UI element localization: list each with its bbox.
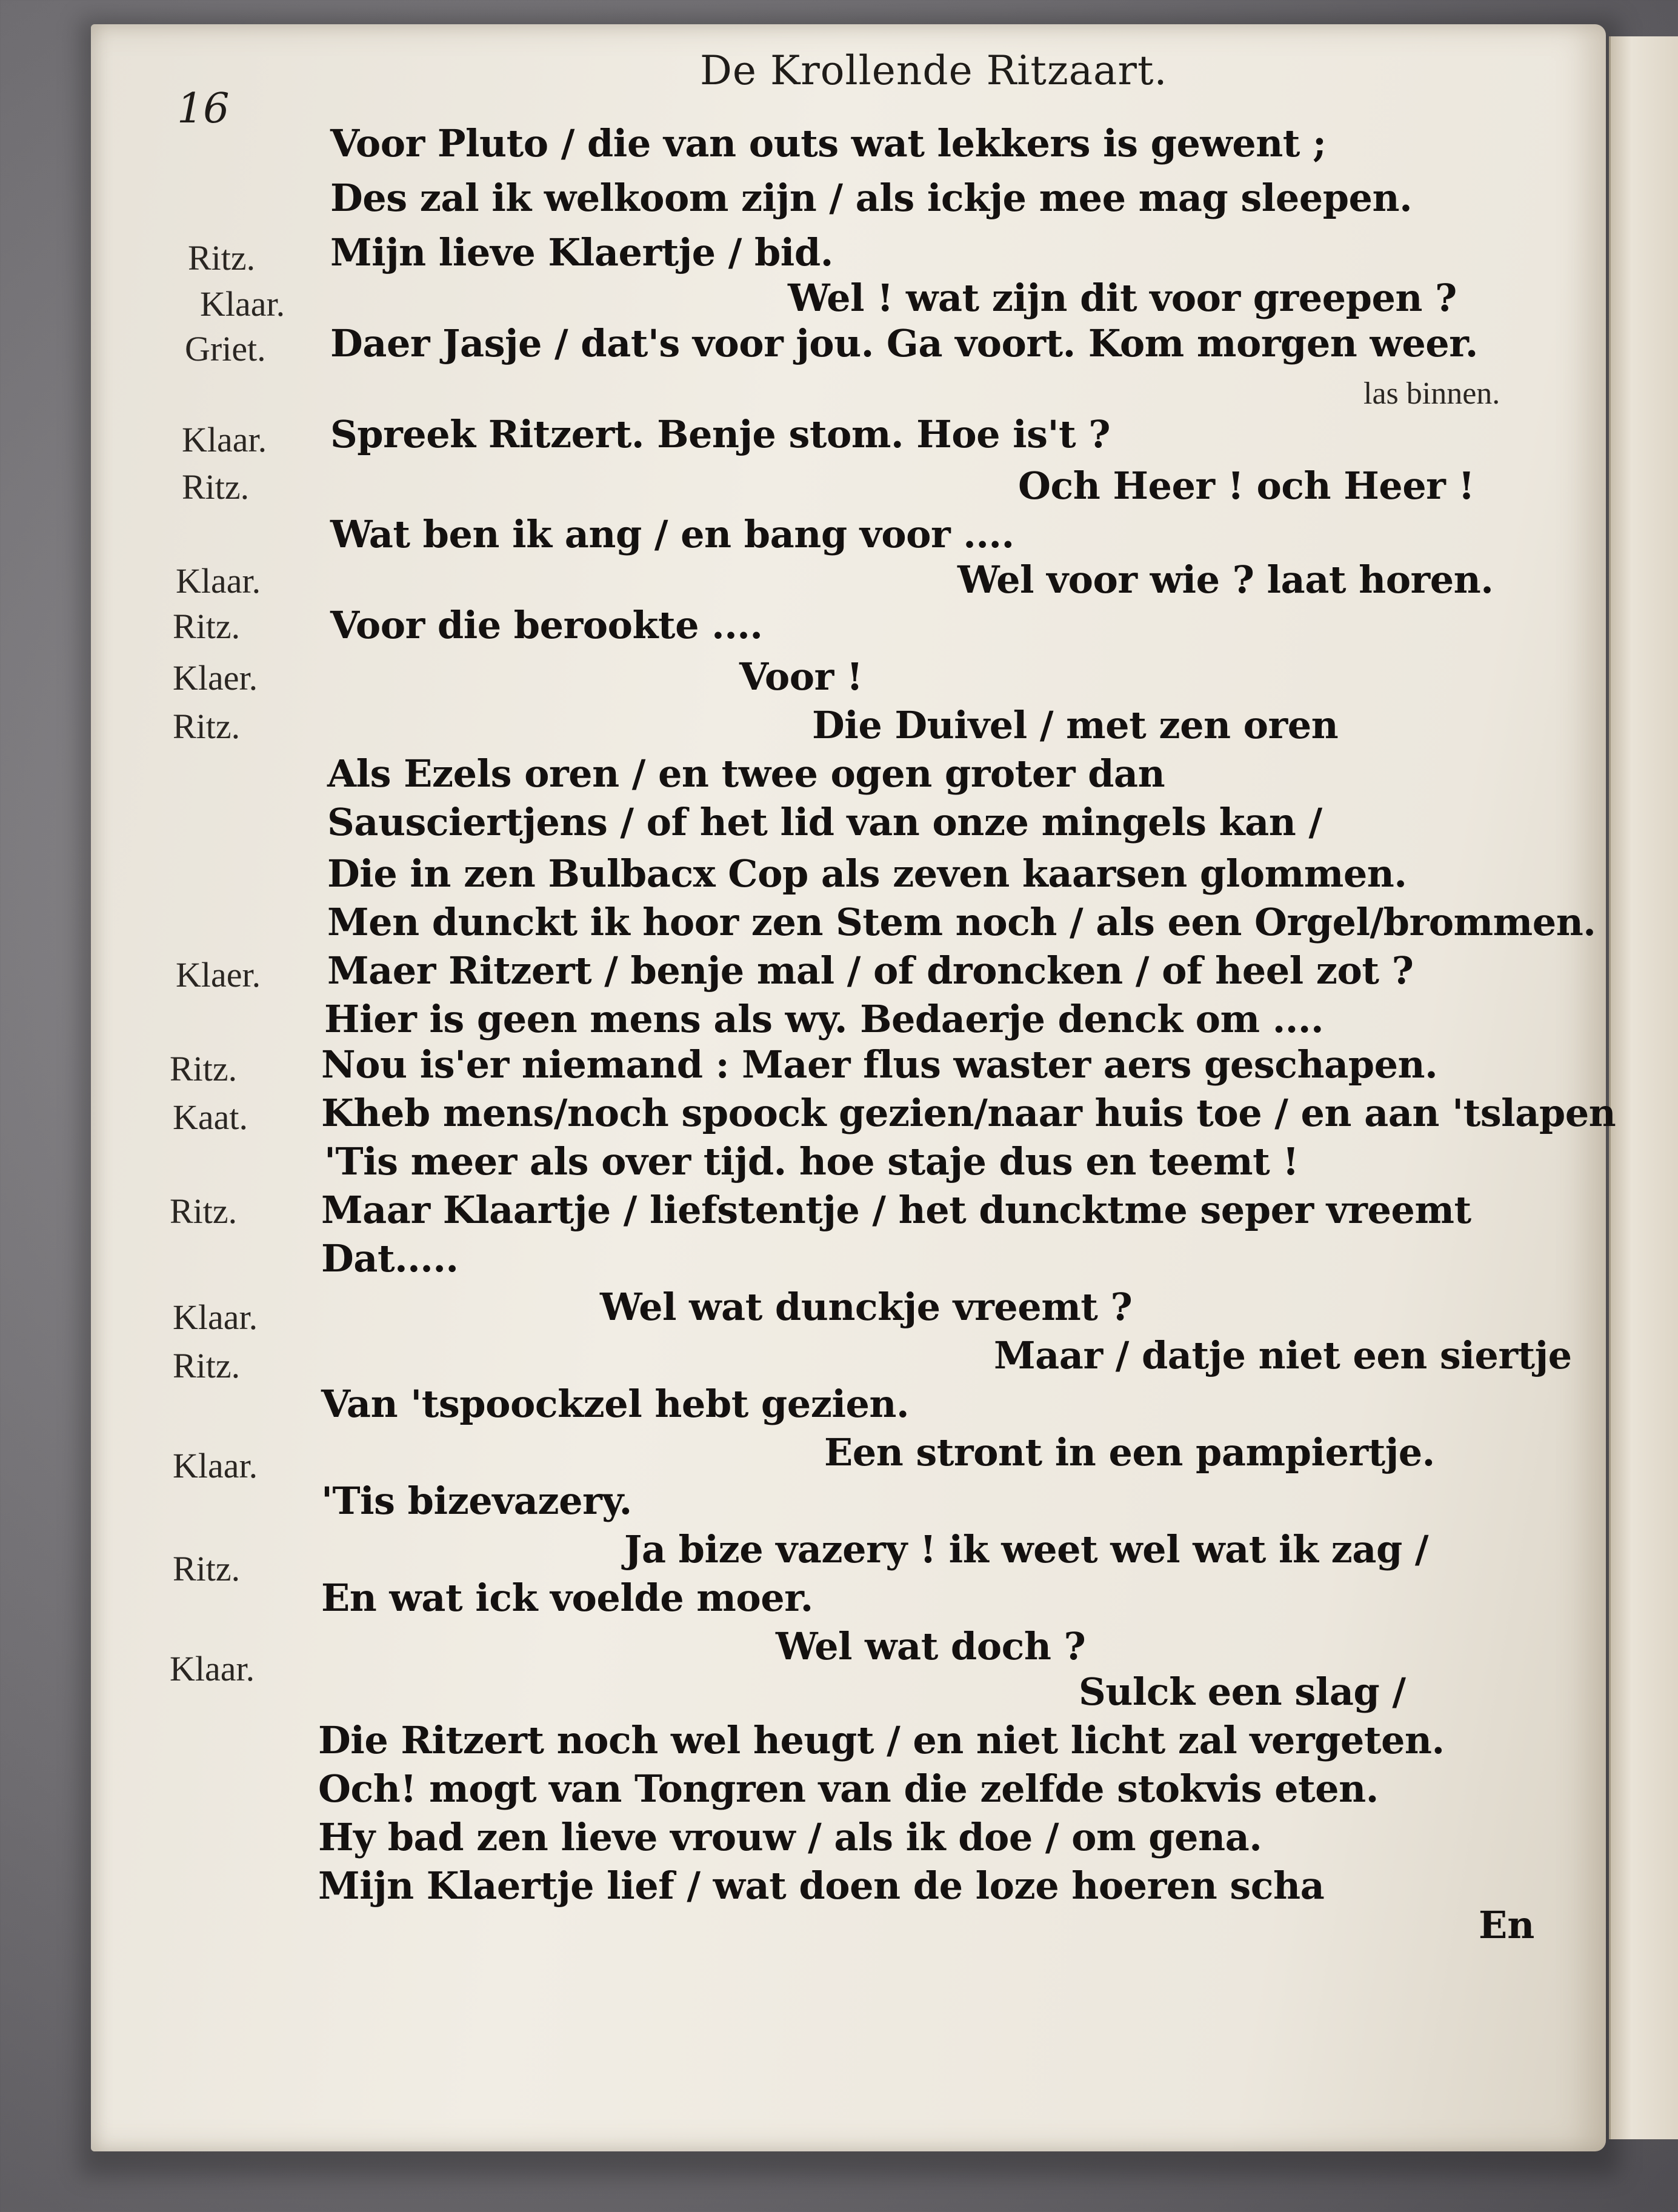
speaker-label: Klaar. xyxy=(173,1298,258,1337)
speaker-label: Kaat. xyxy=(173,1098,248,1137)
verse-line: Nou is'er niemand : Maer flus waster aers geschapen. xyxy=(321,1042,1438,1087)
speaker-label: Ritz. xyxy=(188,238,256,278)
speaker-label: Klaar. xyxy=(173,1446,258,1485)
running-title: De Krollende Ritzaart. xyxy=(700,47,1168,94)
verse-line: Als Ezels oren / en twee ogen groter dan xyxy=(327,751,1165,796)
verse-line: Hier is geen mens als wy. Bedaerje denck om .... xyxy=(324,997,1324,1041)
verse-line: Och Heer ! och Heer ! xyxy=(1018,464,1475,508)
verse-line: Sulck een slag / xyxy=(1079,1670,1406,1714)
verse-line: Och! mogt van Tongren van die zelfde stokvis eten. xyxy=(318,1767,1379,1811)
verse-line: Hy bad zen lieve vrouw / als ik doe / om gena. xyxy=(318,1815,1262,1859)
verse-line: Wel wat doch ? xyxy=(776,1624,1086,1668)
verse-line: Maer Ritzert / benje mal / of droncken / of heel zot ? xyxy=(327,948,1414,993)
verse-line: Voor Pluto / die van outs wat lekkers is gewent ; xyxy=(330,121,1327,165)
facing-page-edge xyxy=(1609,36,1678,2139)
verse-line: Sausciertjens / of het lid van onze mingels kan / xyxy=(327,800,1322,844)
verse-line: Dat..... xyxy=(321,1236,459,1281)
verse-line: Wat ben ik ang / en bang voor .... xyxy=(330,512,1014,556)
verse-line: Men dunckt ik hoor zen Stem noch / als een Orgel/brommen. xyxy=(327,900,1596,944)
speaker-label: Klaar. xyxy=(176,561,261,601)
verse-line: Kheb mens/noch spoock gezien/naar huis toe / en aan 'tslapen xyxy=(321,1091,1616,1135)
verse-line: Voor ! xyxy=(739,655,863,699)
verse-line: Mijn lieve Klaertje / bid. xyxy=(330,230,833,275)
verse-line: 'Tis meer als over tijd. hoe staje dus en teemt ! xyxy=(324,1139,1299,1184)
verse-line: Wel voor wie ? laat horen. xyxy=(957,558,1494,602)
speaker-label: Klaer. xyxy=(173,658,258,698)
verse-line: Die Ritzert noch wel heugt / en niet licht zal vergeten. xyxy=(318,1718,1445,1762)
page-number: 16 xyxy=(177,85,230,133)
verse-line: Ja bize vazery ! ik weet wel wat ik zag / xyxy=(624,1527,1429,1571)
verse-line: Voor die berookte .... xyxy=(330,603,763,647)
verse-line: Maar / datje niet een siertje xyxy=(994,1333,1572,1378)
speaker-label: Klaar. xyxy=(182,420,267,459)
verse-line: Die Duivel / met zen oren xyxy=(812,703,1339,747)
speaker-label: Ritz. xyxy=(182,467,250,507)
speaker-label: Klaar. xyxy=(200,284,285,324)
verse-line: Wel wat dunckje vreemt ? xyxy=(600,1285,1133,1329)
speaker-label: Ritz. xyxy=(170,1049,238,1088)
verse-line: En wat ick voelde moer. xyxy=(321,1576,813,1620)
speaker-label: Griet. xyxy=(185,329,266,368)
verse-line: Daer Jasje / dat's voor jou. Ga voort. Kom morgen weer. xyxy=(330,321,1478,365)
catchword: En xyxy=(1479,1903,1535,1947)
speaker-label: Klaer. xyxy=(176,955,261,994)
speaker-label: Ritz. xyxy=(173,607,241,646)
speaker-label: Ritz. xyxy=(170,1191,238,1231)
stage-direction: las binnen. xyxy=(1363,376,1500,411)
verse-line: Van 'tspoockzel hebt gezien. xyxy=(321,1382,910,1426)
verse-line: Een stront in een pampiertje. xyxy=(824,1430,1435,1474)
verse-line: Die in zen Bulbacx Cop als zeven kaarsen glommen. xyxy=(327,851,1407,896)
speaker-label: Ritz. xyxy=(173,707,241,746)
verse-line: Wel ! wat zijn dit voor greepen ? xyxy=(788,276,1457,320)
verse-line: 'Tis bizevazery. xyxy=(321,1479,632,1523)
verse-line: Des zal ik welkoom zijn / als ickje mee mag sleepen. xyxy=(330,176,1413,220)
verse-line: Maar Klaartje / liefstentje / het duncktme seper vreemt xyxy=(321,1188,1471,1232)
verse-line: Mijn Klaertje lief / wat doen de loze hoeren scha xyxy=(318,1864,1325,1908)
speaker-label: Ritz. xyxy=(173,1346,241,1385)
speaker-label: Klaar. xyxy=(170,1649,255,1688)
verse-line: Spreek Ritzert. Benje stom. Hoe is't ? xyxy=(330,412,1111,456)
speaker-label: Ritz. xyxy=(173,1549,241,1588)
